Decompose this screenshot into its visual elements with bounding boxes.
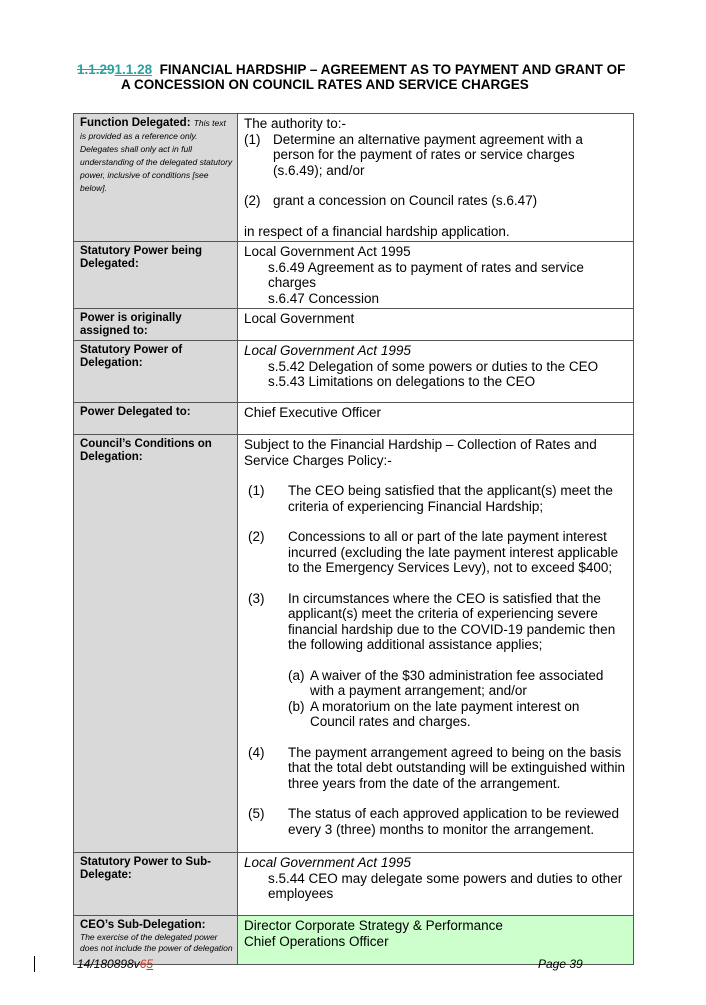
condition-3b: (b) A moratorium on the late payment interest on Council rates and charges. — [288, 698, 580, 729]
section-title-line2: A CONCESSION ON COUNCIL RATES AND SERVICE CHARGES — [121, 77, 529, 92]
statutory-section-1: s.6.49 Agreement as to payment of rates and service charges — [268, 259, 584, 290]
function-outro: in respect of a financial hardship application. — [244, 223, 510, 239]
row-delegated-to — [74, 403, 634, 435]
row-power-of-delegation — [74, 341, 634, 403]
function-intro: The authority to:- — [244, 116, 347, 131]
statutory-section-2: s.6.47 Concession — [268, 290, 380, 306]
row-label: Function Delegated: — [80, 117, 191, 129]
row-originally-assigned — [74, 309, 634, 341]
section-heading — [77, 62, 657, 92]
row-label: Statutory Power being Delegated: — [74, 242, 238, 309]
doc-version-deleted: 6 — [139, 957, 147, 971]
originally-assigned-value: Local Government — [238, 309, 634, 341]
delegation-section-1: s.5.42 Delegation of some powers or duties to the CEO — [268, 358, 599, 374]
row-label: Power Delegated to: — [74, 403, 238, 435]
row-statutory-power — [74, 242, 634, 309]
delegation-table — [73, 113, 634, 965]
row-label: Statutory Power of Delegation: — [74, 341, 238, 403]
row-note: The exercise of the delegated power does not include the power of delegation — [80, 932, 233, 953]
sub-delegate-section: s.5.44 CEO may delegate some powers and duties to other employees — [268, 870, 623, 901]
page-number: Page 39 — [538, 957, 583, 971]
delegation-section-2: s.5.43 Limitations on delegations to the CEO — [268, 374, 536, 389]
condition-5: (5) The status of each approved application to be reviewed every 3 (three) months to monitor the arrangement. — [248, 806, 619, 837]
row-function-delegated — [74, 114, 634, 242]
condition-2: (2) Concessions to all or part of the late payment interest incurred (excluding the late payment interest applicable to the Emergency Services Levy), not to exceed $400; — [248, 529, 619, 575]
row-label: Power is originally assigned to: — [74, 309, 238, 341]
row-label: CEO’s Sub-Delegation: — [80, 919, 206, 931]
delegated-to-value: Chief Executive Officer — [238, 403, 634, 435]
condition-3a: (a) A waiver of the $30 administration fee associated with a payment arrangement; and/or — [288, 667, 604, 698]
row-sub-delegate — [74, 853, 634, 916]
row-label: Statutory Power to Sub-Delegate: — [74, 853, 238, 916]
statutory-act: Local Government Act 1995 — [244, 244, 411, 259]
doc-version-inserted: 5 — [146, 957, 154, 971]
function-item-1: (1) Determine an alternative payment agreement with a person for the payment of rates or service charges (s.6.49); and/or — [244, 131, 583, 178]
sub-delegate-1: Director Corporate Strategy & Performance — [244, 918, 503, 933]
row-note: This text is provided as a reference only. Delegates shall only act in full understanding of the delegated statutory power, inclusive of conditions [see below]. — [80, 118, 233, 193]
doc-reference: 14/180898v65 — [77, 957, 154, 971]
change-bar — [34, 956, 35, 972]
section-title-line1: FINANCIAL HARDSHIP – AGREEMENT AS TO PAYMENT AND GRANT OF — [159, 62, 626, 77]
sub-delegate-act: Local Government Act 1995 — [244, 855, 411, 870]
sub-delegate-2: Chief Operations Officer — [244, 933, 389, 949]
condition-1: (1) The CEO being satisfied that the applicant(s) meet the criteria of experiencing Financial Hardship; — [248, 483, 613, 514]
row-label: Council’s Conditions on Delegation: — [74, 435, 238, 853]
condition-3: (3) In circumstances where the CEO is satisfied that the applicant(s) meet the criteria of experiencing severe financial hardship due to the COVID-19 pandemic then the following additional assistance applies; (a) A waiver of the $30 administration fee associated with a payment arrangement; and/or (b) A moratorium on the late payment interest on Council rates and charges. — [244, 591, 627, 730]
conditions-intro: Subject to the Financial Hardship – Collection of Rates and Service Charges Policy:- — [244, 437, 597, 468]
condition-4: (4) The payment arrangement agreed to being on the basis that the total debt outstanding will be extinguished within three years from the date of the arrangement. — [248, 744, 625, 791]
section-number-deleted: 1.1.29 — [77, 62, 115, 77]
row-conditions — [74, 435, 634, 853]
section-number-inserted: 1.1.28 — [114, 62, 153, 77]
delegation-act: Local Government Act 1995 — [244, 343, 411, 358]
function-item-2: (2) grant a concession on Council rates (s.6.47) — [244, 193, 538, 208]
